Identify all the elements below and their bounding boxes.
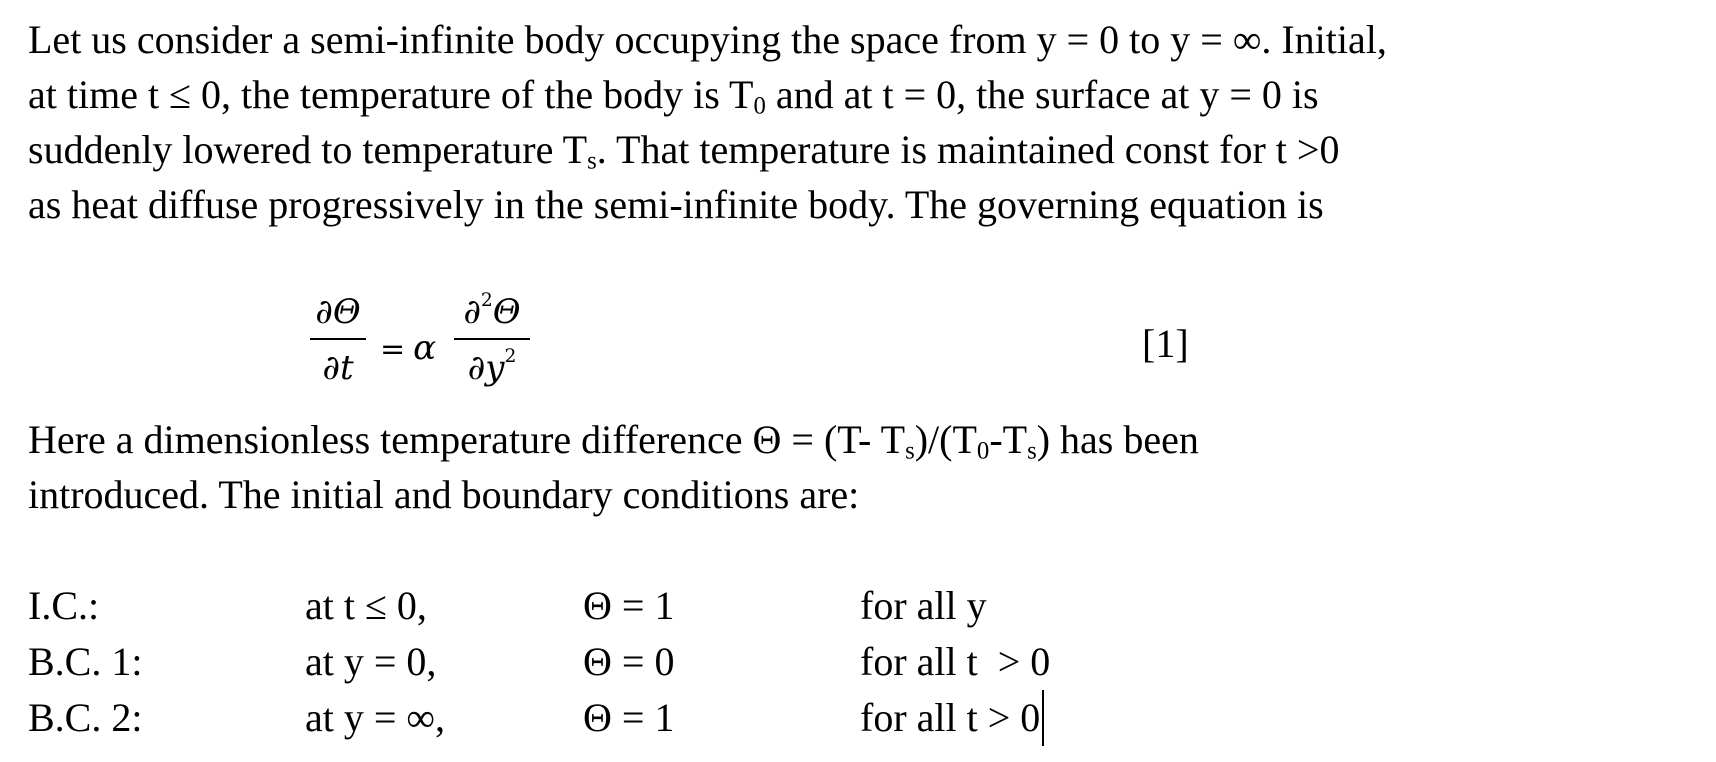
rhs-den-partial-y: ∂y [467,348,505,388]
subscript-s: s [905,437,915,465]
condition-row-ic [28,578,1228,634]
lhs-fraction [310,292,366,388]
fraction-bar [310,338,366,340]
condition-value: Θ = 1 [583,695,675,740]
def-text-c: -T [989,417,1028,462]
definition-line-1 [28,412,1688,467]
rhs-num-exponent: 2 [480,290,493,312]
condition-label: B.C. 1: [28,639,143,684]
condition-when: at y = ∞, [305,695,445,740]
subscript-s: s [1027,437,1037,465]
rhs-denominator [454,348,530,388]
def-text-b: )/(T [914,417,977,462]
intro-line-3-a: suddenly lowered to temperature T [28,127,588,172]
rhs-numerator [454,292,530,332]
condition-value: Θ = 0 [583,639,675,684]
condition-label: I.C.: [28,583,100,628]
rhs-fraction [454,292,530,388]
condition-row-bc1 [28,634,1228,690]
intro-line-4: as heat diffuse progressively in the semi-infinite body. The governing equation is [28,182,1324,227]
definition-line-2: introduced. The initial and boundary conditions are: [28,472,860,517]
condition-scope[interactable]: for all t > 0 [860,690,1044,746]
intro-paragraph [28,12,1688,232]
equals-alpha [380,328,436,368]
governing-equation [300,292,560,402]
subscript-zero: 0 [976,437,990,465]
rhs-den-exponent: 2 [504,346,517,368]
condition-row-bc2 [28,690,1228,746]
alpha-symbol: α [413,328,437,368]
rhs-num-theta: Θ [492,292,521,332]
condition-when: at t ≤ 0, [305,583,427,628]
fraction-bar [454,338,530,340]
intro-line-3 [28,122,1688,177]
condition-when: at y = 0, [305,639,437,684]
condition-label: B.C. 2: [28,695,143,740]
subscript-zero: 0 [753,92,766,120]
intro-line-3-b: . That temperature is maintained const for t >0 [596,127,1340,172]
intro-line-2 [28,67,1688,122]
rhs-num-partial: ∂ [463,292,481,332]
subscript-s: s [587,147,597,175]
lhs-denominator: ∂t [322,348,354,388]
definition-paragraph [28,412,1688,522]
condition-scope: for all y [860,583,987,628]
def-text-a: Here a dimensionless temperature difference Θ = (T- T [28,417,906,462]
intro-line-2-b: and at t = 0, the surface at y = 0 is [765,72,1319,117]
intro-line-1: Let us consider a semi-infinite body occupying the space from y = 0 to y = ∞. Initial, [28,17,1387,62]
intro-line-2-a: at time t ≤ 0, the temperature of the body is T [28,72,754,117]
condition-value: Θ = 1 [583,583,675,628]
conditions-table [28,578,1228,746]
equals-sign: = [380,332,406,367]
def-text-d: ) has been [1036,417,1199,462]
lhs-numerator: ∂Θ [315,292,361,332]
condition-scope: for all t > 0 [860,639,1051,684]
equation-number: [1] [1142,321,1189,366]
